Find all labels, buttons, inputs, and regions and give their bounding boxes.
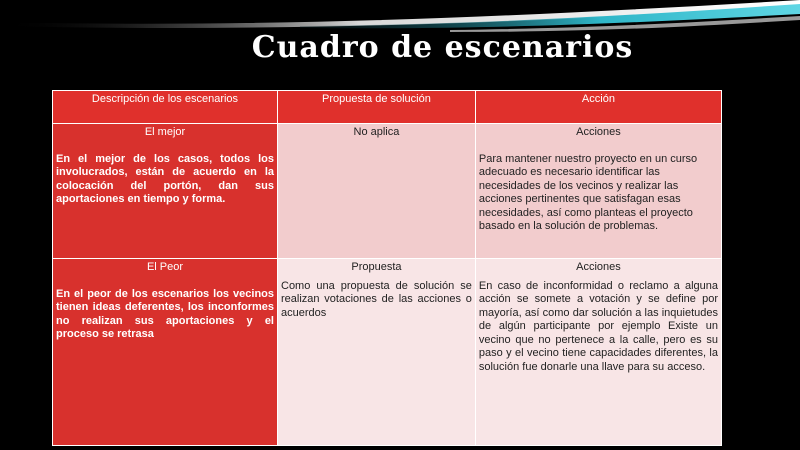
scenario-cell-worst [53,259,278,446]
proposal-cell-worst [278,259,476,446]
scenario-title-best: El mejor [144,126,186,138]
proposal-cell-best [278,124,476,259]
scenarios-table [52,90,722,446]
table-header-row [53,91,722,124]
scenario-title-worst: El Peor [146,261,184,273]
action-text-worst: En caso de inconformidad o reclamo a alguna acción se somete a votación y se define por mayoría, así como dar solución a las inquietudes de algún participante por ejemplo Existe un vecino que no pertenece a la calle, pero es su paso y el vecino tiene capacidades diferentes, la solución fue donarle una llave para su acceso. [478,279,718,373]
proposal-title-worst: Propuesta [351,261,402,273]
action-cell-worst [475,259,721,446]
action-title-worst: Acciones [576,261,621,273]
slide-title: Cuadro de escenarios [251,30,634,65]
header-action: Acción [475,91,721,124]
action-cell-best [475,124,721,259]
header-description: Descripción de los escenarios [53,91,278,124]
proposal-text-worst: Como una propuesta de solución se realizan votaciones de las acciones o acuerdos [281,279,472,319]
table-row-worst [53,259,722,446]
action-title-best: Acciones [576,126,621,138]
table-row-best [53,124,722,259]
header-proposal: Propuesta de solución [278,91,476,124]
scenario-text-worst: En el peor de los escenarios los vecinos tienen ideas deferentes, los inconformes no realizan sus aportaciones y el proceso se retrasa [56,287,274,340]
scenario-cell-best [53,124,278,259]
action-text-best: Para mantener nuestro proyecto en un curso adecuado es necesario identificar las necesidades de los vecinos y realizar las acciones pertinentes que satisfagan esas necesidades, así como planteas el proyecto basado en la solución de problemas. [478,152,698,232]
proposal-title-best: No aplica [353,126,400,138]
scenario-text-best: En el mejor de los casos, todos los involucrados, están de acuerdo en la colocación del portón, dan sus aportaciones en tiempo y forma. [56,152,274,205]
